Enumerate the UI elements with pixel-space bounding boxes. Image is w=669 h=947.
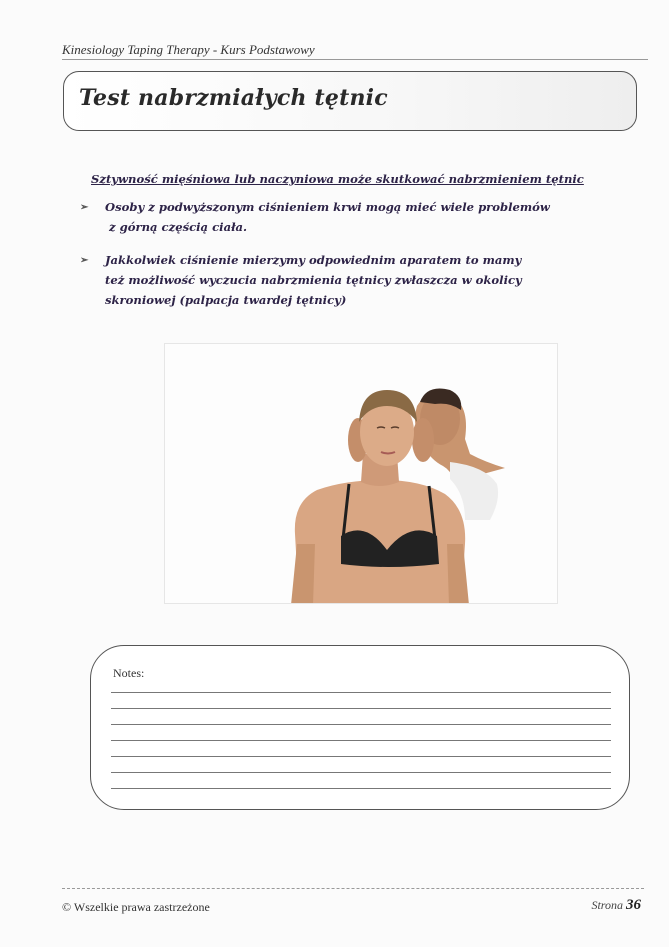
bullet-list	[78, 197, 618, 323]
notes-line	[111, 708, 611, 709]
page-number-value: 36	[626, 897, 641, 913]
bullet-item	[78, 250, 618, 310]
notes-label: Notes:	[113, 666, 145, 680]
bullet-line: skroniowej (palpacja twardej tętnicy)	[105, 293, 347, 307]
notes-line	[111, 692, 611, 693]
notes-line	[111, 788, 611, 789]
bullet-line: z górną częścią ciała.	[109, 220, 248, 234]
bullet-line: Osoby z podwyższonym ciśnieniem krwi mogą mieć wiele problemów	[105, 200, 550, 214]
bullet-line: też możliwość wyczucia nabrzmienia tętnicy zwłaszcza w okolicy	[105, 273, 522, 287]
notes-line	[111, 740, 611, 741]
page-title: Test nabrzmiałych tętnic	[79, 85, 388, 111]
notes-line	[111, 772, 611, 773]
footer-divider	[62, 888, 644, 889]
page-label: Strona	[591, 898, 623, 912]
arrow-bullet-icon: ➢	[80, 255, 89, 266]
notes-line	[111, 724, 611, 725]
running-header: Kinesiology Taping Therapy - Kurs Podstawowy	[62, 42, 315, 57]
bullet-item	[78, 197, 618, 237]
notes-line	[111, 756, 611, 757]
photo-illustration	[165, 344, 558, 604]
page-number	[591, 897, 641, 914]
arrow-bullet-icon: ➢	[80, 202, 89, 213]
title-box	[63, 71, 637, 131]
section-subheading: Sztywność mięśniowa lub naczyniowa może skutkować nabrzmieniem tętnic	[91, 172, 584, 186]
notes-box	[90, 645, 630, 810]
bullet-line: Jakkolwiek ciśnienie mierzymy odpowiednim aparatem to mamy	[105, 253, 522, 267]
header-divider	[62, 59, 648, 60]
photo-temporal-artery-palpation	[164, 343, 558, 604]
copyright-notice: © Wszelkie prawa zastrzeżone	[62, 900, 210, 914]
